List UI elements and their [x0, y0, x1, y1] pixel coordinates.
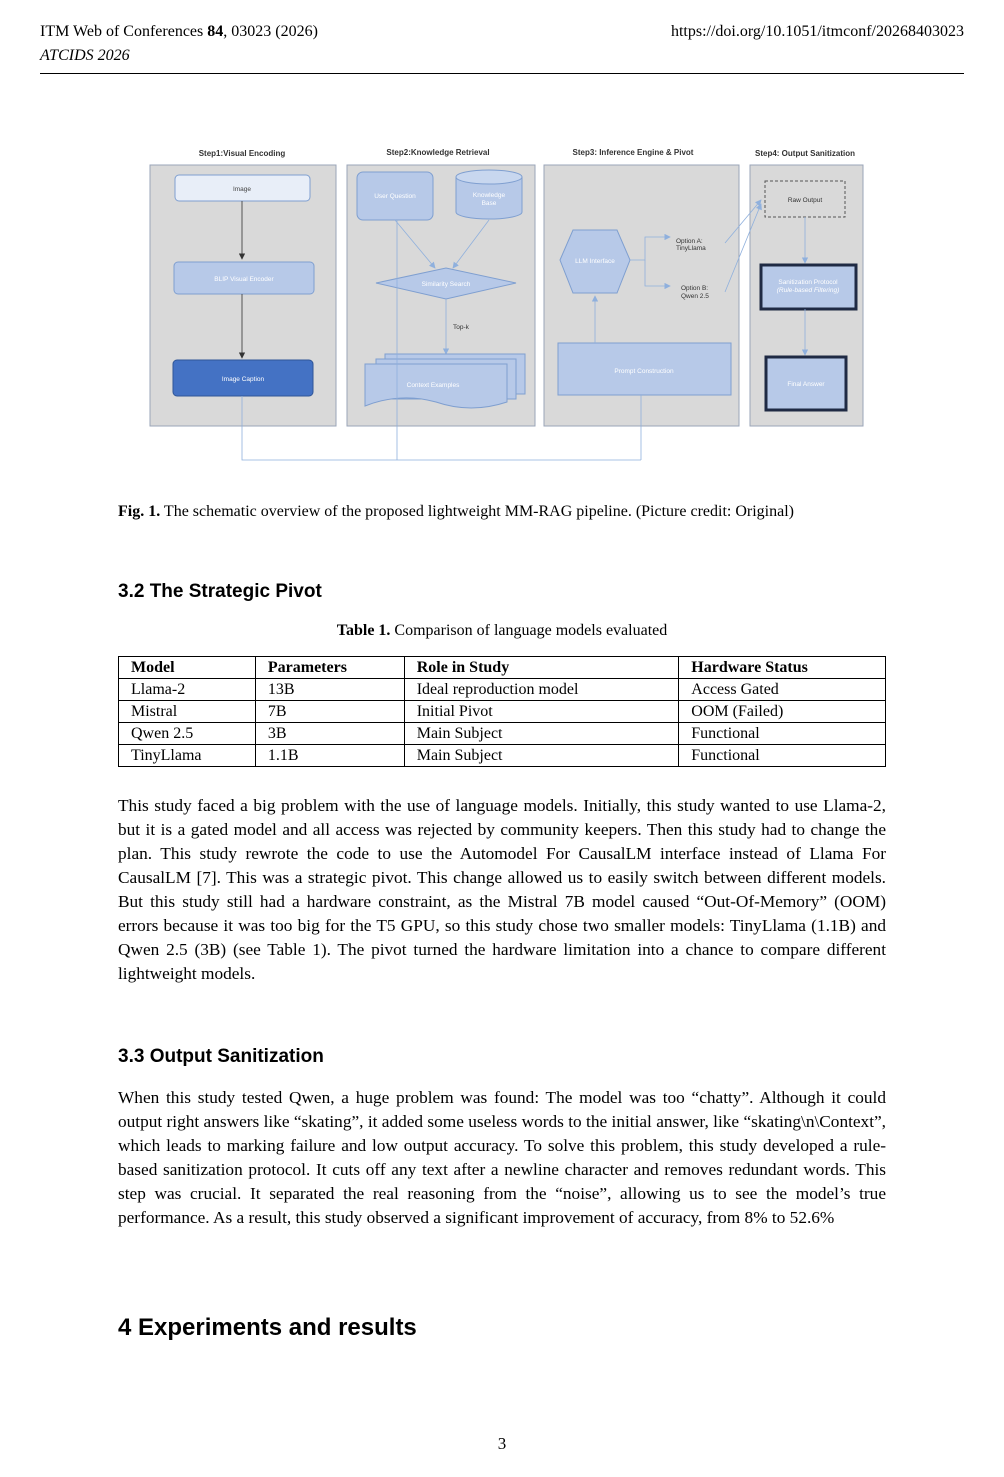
- table-caption-text: Comparison of language models evaluated: [390, 622, 668, 639]
- final-answer-label: Final Answer: [787, 381, 825, 388]
- table-cell: 13B: [255, 679, 404, 701]
- context-examples-label: Context Examples: [406, 382, 460, 389]
- knowledge-base-label-1: Knowledge: [472, 192, 506, 199]
- table-cell: Access Gated: [679, 679, 886, 701]
- table-cell: Functional: [679, 723, 886, 745]
- figure-caption: [118, 501, 886, 523]
- option-a-label-1: Option A:: [676, 238, 703, 245]
- table-cell: Qwen 2.5: [119, 723, 256, 745]
- section-3-3-title: 3.3 Output Sanitization: [118, 1046, 324, 1067]
- option-a-label-2: TinyLlama: [676, 245, 706, 252]
- section-3-2-paragraph: This study faced a big problem with the use of language models. Initially, this study wanted to use Llama-2, but it is a gated model and all access was rejected by community keepers. Then this study had to change the plan. This study rewrote the code to use the Automodel For CausalLM interface instead of Llama For CausalLM [7]. This was a strategic pivot. This change allowed us to easily switch between different models. But this study still had a hardware constraint, as the Mistral 7B model caused “Out-Of-Memory” (OOM) errors because it was too big for the T5 GPU, so this study chose two smaller models: TinyLlama (1.1B) and Qwen 2.5 (3B) (see Table 1). The pivot turned the hardware limitation into a chance to compare different lightweight models.: [118, 796, 886, 983]
- table-row: [119, 745, 886, 767]
- column-header: Hardware Status: [679, 657, 886, 679]
- table-cell: Functional: [679, 745, 886, 767]
- figure-label: Fig. 1.: [118, 503, 161, 520]
- pipeline-figure: [145, 140, 870, 470]
- journal-volume: 84: [207, 23, 224, 40]
- models-table: [118, 656, 886, 767]
- figure-caption-text: The schematic overview of the proposed lightweight MM-RAG pipeline. (Picture credit: Original): [160, 503, 794, 520]
- table-cell: Main Subject: [404, 745, 679, 767]
- table-cell: 3B: [255, 723, 404, 745]
- table-label: Table 1.: [336, 622, 391, 639]
- table-cell: TinyLlama: [119, 745, 256, 767]
- column-header: Role in Study: [404, 657, 679, 679]
- similarity-search-label: Similarity Search: [421, 281, 471, 288]
- option-b-label-2: Qwen 2.5: [681, 293, 709, 300]
- running-header-left: [40, 22, 318, 66]
- llm-interface-label: LLM Interface: [575, 258, 615, 265]
- table-cell: Initial Pivot: [404, 701, 679, 723]
- table-cell: Main Subject: [404, 723, 679, 745]
- step3-title: Step3: Inference Engine & Pivot: [572, 148, 694, 157]
- conference-venue: ATCIDS 2026: [40, 47, 130, 64]
- journal-name: ITM Web of Conferences: [40, 23, 208, 40]
- step4-title: Step4: Output Sanitization: [755, 149, 855, 158]
- table-row: [119, 701, 886, 723]
- table-cell: Llama-2: [119, 679, 256, 701]
- table-cell: OOM (Failed): [679, 701, 886, 723]
- section-3-2-title: 3.2 The Strategic Pivot: [118, 581, 322, 602]
- doi-link[interactable]: https://doi.org/10.1051/itmconf/20268403023: [670, 23, 964, 40]
- raw-output-label: Raw Output: [787, 197, 823, 204]
- table-cell: Ideal reproduction model: [404, 679, 679, 701]
- blip-encoder-label: BLIP Visual Encoder: [214, 276, 274, 283]
- column-header: Model: [119, 657, 256, 679]
- prompt-construction-label: Prompt Construction: [614, 368, 674, 375]
- column-header: Parameters: [255, 657, 404, 679]
- section-3-3-paragraph: When this study tested Qwen, a huge problem was found: The model was too “chatty”. Although it could output right answers like “skating”, it added some useless words to the initial answer, like “skating\n\Context”, which leads to marking failure and low output accuracy. To solve this problem, this study developed a rule-based sanitization protocol. It cuts off any text after a newline character and removes redundant words. This step was crucial. It separated the real reasoning from the “noise”, allowing us to see the model’s true performance. As a result, this study observed a significant improvement of accuracy, from 8% to 52.6%: [118, 1088, 886, 1227]
- section-4-title: 4 Experiments and results: [118, 1314, 417, 1341]
- table-cell: 1.1B: [255, 745, 404, 767]
- table-row: [119, 679, 886, 701]
- table-caption: [118, 622, 886, 640]
- user-question-label: User Question: [374, 193, 416, 200]
- table-row: [119, 723, 886, 745]
- sanitization-label-2: (Rule-based Filtering): [776, 287, 840, 294]
- knowledge-base-label-2: Base: [481, 200, 497, 207]
- step1-title: Step1:Visual Encoding: [198, 149, 286, 158]
- table-cell: 7B: [255, 701, 404, 723]
- page-number: 3: [497, 1434, 507, 1453]
- step2-title: Step2:Knowledge Retrieval: [386, 148, 490, 157]
- top-k-label: Top-k: [453, 324, 469, 331]
- image-caption-label: Image Caption: [221, 376, 265, 383]
- sanitization-label-1: Sanitization Protocol: [778, 279, 838, 286]
- article-number: , 03023 (2026): [223, 23, 318, 40]
- table-cell: Mistral: [119, 701, 256, 723]
- table-header-row: [119, 657, 886, 679]
- header-divider: [40, 73, 964, 74]
- option-b-label-1: Option B:: [681, 285, 709, 292]
- image-node-label: Image: [232, 186, 252, 193]
